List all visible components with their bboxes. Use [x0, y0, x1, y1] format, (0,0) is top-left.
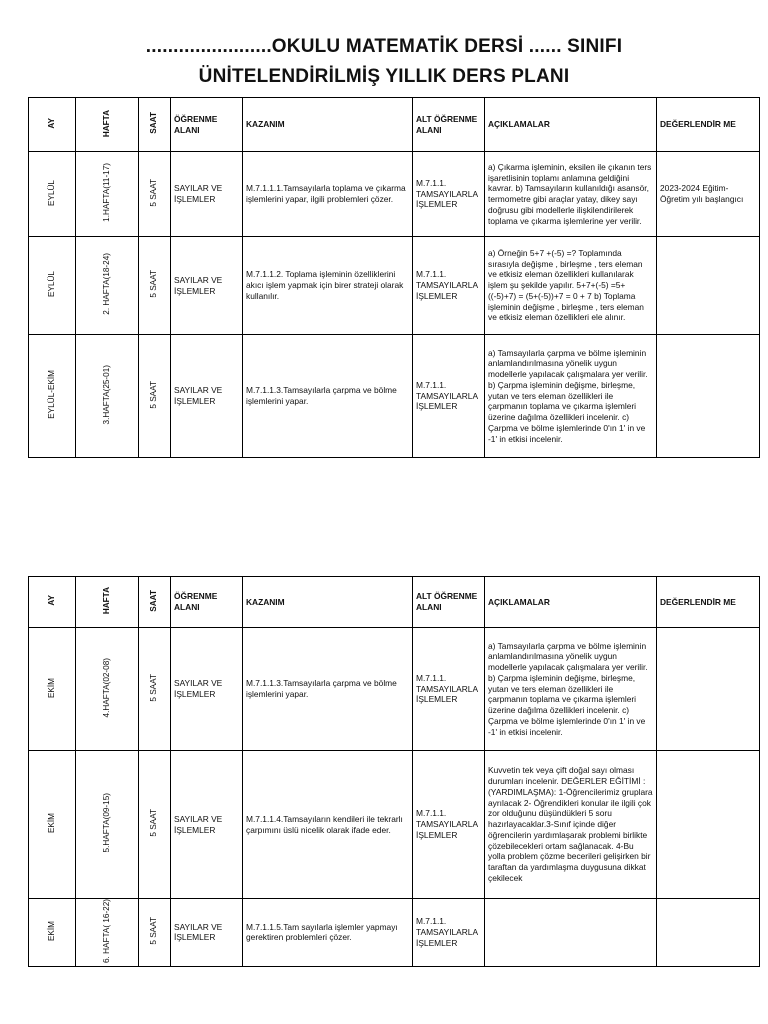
cell-kazanim: M.7.1.1.4.Tamsayıların kendileri ile tekrarlı çarpımını üslü nicelik olarak ifade eder. [243, 751, 413, 899]
cell-hafta: 4.HAFTA(02-08) [76, 628, 139, 751]
cell-aciklamalar: a) Çıkarma işleminin, eksilen ile çıkanın ters işaretlisinin toplamı anlamına geldiğini kavrar. b) Tamsayıların kullanıldığı asansör, termometre gibi araçlar yatay, dikey sayı doğrusu gibi modellerle ilişkilendirilerek toplama ve çıkarma işlemlerine yer verilir. [485, 152, 657, 237]
cell-hafta: 5.HAFTA(09-15) [76, 751, 139, 899]
cell-degerlendirme [657, 628, 760, 751]
cell-alt-ogrenme-alani: M.7.1.1. TAMSAYILARLA İŞLEMLER [413, 237, 485, 335]
cell-ogrenme-alani: SAYILAR VE İŞLEMLER [171, 751, 243, 899]
plan-table-2 [28, 576, 760, 967]
cell-ogrenme-alani: SAYILAR VE İŞLEMLER [171, 899, 243, 967]
header-saat: SAAT [139, 577, 171, 628]
header-degerlendirme: DEĞERLENDİR ME [657, 577, 760, 628]
header-row [29, 98, 760, 152]
cell-degerlendirme [657, 899, 760, 967]
cell-aciklamalar: a) Örneğin 5+7 +(-5) =? Toplamında sırasıyla değişme , birleşme , ters eleman ve etkisiz eleman özellikleri kullanılarak işlem şu şekilde yapılır. 5+7+(-5) =5+((-5)+7) = (5+(-5))+7 = 0 + 7 b) Toplama işleminin değişme , birleşme , ters eleman ve etkisiz eleman özellikleri ele alınır. [485, 237, 657, 335]
header-kazanim: KAZANIM [243, 98, 413, 152]
cell-degerlendirme [657, 237, 760, 335]
header-hafta: HAFTA [76, 577, 139, 628]
cell-hafta: 3.HAFTA(25-01) [76, 335, 139, 458]
page-title-line-2: ÜNİTELENDİRİLMİŞ YILLIK DERS PLANI [198, 66, 570, 87]
cell-saat: 5 SAAT [139, 335, 171, 458]
header-aciklamalar: AÇIKLAMALAR [485, 98, 657, 152]
cell-kazanim: M.7.1.1.3.Tamsayılarla çarpma ve bölme işlemlerini yapar. [243, 335, 413, 458]
cell-ay: EKİM [29, 751, 76, 899]
cell-kazanim: M.7.1.1.3.Tamsayılarla çarpma ve bölme işlemlerini yapar. [243, 628, 413, 751]
cell-aciklamalar: Kuvvetin tek veya çift doğal sayı olması durumları incelenir. DEĞERLER EĞİTİMİ : (YARDIMLAŞMA): 1-Öğrencilerimiz gruplara ayrılacak 2- Öğrendikleri konular ile ilgili çok zor olduğunu düşündükleri 5 soru hazırlayacaklar.3-Sınıf içinde diğer öğrencilerin yardımlaşarak problemi birlikte çözebilecekleri ortam sağlanacak. 4-Bu yolla problem çözme becerileri gelişirken bir taraftan da yardımlaşma duygusuna dikkat çekilecek [485, 751, 657, 899]
cell-aciklamalar: a) Tamsayılarla çarpma ve bölme işleminin anlamlandırılmasına yönelik uygun modellerle yapılacak çalışmalara yer verilir. b) Çarpma işleminin değişme, birleşme, yutan ve ters eleman özellikleri ile çarpmanın toplama ve çıkarma işlemleri üzerine dağılma özellikleri incelenir. c) Çarpma ve bölme işlemlerinde 0'ın 1' in ve -1' in etkisi incelenir. [485, 335, 657, 458]
cell-saat: 5 SAAT [139, 751, 171, 899]
header-degerlendirme: DEĞERLENDİR ME [657, 98, 760, 152]
cell-ay: EYLÜL [29, 237, 76, 335]
table-row [29, 899, 760, 967]
header-alt-ogrenme-alani: ALT ÖĞRENME ALANI [413, 98, 485, 152]
cell-kazanim: M.7.1.1.5.Tam sayılarla işlemler yapmayı gerektiren problemleri çözer. [243, 899, 413, 967]
cell-kazanim: M.7.1.1.1.Tamsayılarla toplama ve çıkarma işlemlerini yapar, ilgili problemleri çözer. [243, 152, 413, 237]
cell-saat: 5 SAAT [139, 628, 171, 751]
cell-hafta: 1.HAFTA(11-17) [76, 152, 139, 237]
cell-ogrenme-alani: SAYILAR VE İŞLEMLER [171, 335, 243, 458]
header-ogrenme-alani: ÖĞRENME ALANI [171, 98, 243, 152]
header-row [29, 577, 760, 628]
cell-saat: 5 SAAT [139, 152, 171, 237]
cell-degerlendirme: 2023-2024 Eğitim-Öğretim yılı başlangıcı [657, 152, 760, 237]
cell-aciklamalar [485, 899, 657, 967]
header-aciklamalar: AÇIKLAMALAR [485, 577, 657, 628]
cell-ogrenme-alani: SAYILAR VE İŞLEMLER [171, 628, 243, 751]
cell-saat: 5 SAAT [139, 899, 171, 967]
cell-ogrenme-alani: SAYILAR VE İŞLEMLER [171, 237, 243, 335]
cell-alt-ogrenme-alani: M.7.1.1. TAMSAYILARLA İŞLEMLER [413, 335, 485, 458]
cell-alt-ogrenme-alani: M.7.1.1. TAMSAYILARLA İŞLEMLER [413, 152, 485, 237]
cell-hafta: 6. HAFTA( 16-22) [76, 899, 139, 967]
cell-degerlendirme [657, 335, 760, 458]
cell-ay: EKİM [29, 628, 76, 751]
cell-hafta: 2. HAFTA(18-24) [76, 237, 139, 335]
plan-table-1 [28, 97, 760, 458]
header-alt-ogrenme-alani: ALT ÖĞRENME ALANI [413, 577, 485, 628]
header-kazanim: KAZANIM [243, 577, 413, 628]
cell-ogrenme-alani: SAYILAR VE İŞLEMLER [171, 152, 243, 237]
cell-ay: EYLÜL [29, 152, 76, 237]
cell-kazanim: M.7.1.1.2. Toplama işleminin özelliklerini akıcı işlem yapmak için birer strateji olarak kullanılır. [243, 237, 413, 335]
cell-alt-ogrenme-alani: M.7.1.1. TAMSAYILARLA İŞLEMLER [413, 899, 485, 967]
cell-alt-ogrenme-alani: M.7.1.1. TAMSAYILARLA İŞLEMLER [413, 751, 485, 899]
header-saat: SAAT [139, 98, 171, 152]
header-ay: AY [29, 577, 76, 628]
cell-degerlendirme [657, 751, 760, 899]
table-row [29, 335, 760, 458]
cell-ay: EYLÜL-EKİM [29, 335, 76, 458]
cell-ay: EKİM [29, 899, 76, 967]
header-ay: AY [29, 98, 76, 152]
page-title-line-1: .......................OKULU MATEMATİK DERSİ ...... SINIFI [145, 36, 623, 57]
table-row [29, 237, 760, 335]
cell-saat: 5 SAAT [139, 237, 171, 335]
header-hafta: HAFTA [76, 98, 139, 152]
table-row [29, 152, 760, 237]
header-ogrenme-alani: ÖĞRENME ALANI [171, 577, 243, 628]
table-row [29, 628, 760, 751]
table-row [29, 751, 760, 899]
cell-alt-ogrenme-alani: M.7.1.1. TAMSAYILARLA İŞLEMLER [413, 628, 485, 751]
cell-aciklamalar: a) Tamsayılarla çarpma ve bölme işleminin anlamlandırılmasına yönelik uygun modellerle yapılacak çalışmalara yer verilir. b) Çarpma işleminin değişme, birleşme, yutan ve ters eleman özellikleri ile çarpmanın toplama ve çıkarma işlemleri üzerine dağılma özellikleri incelenir. c) Çarpma ve bölme işlemlerinde 0'ın 1' in ve -1' in etkisi incelenir. [485, 628, 657, 751]
